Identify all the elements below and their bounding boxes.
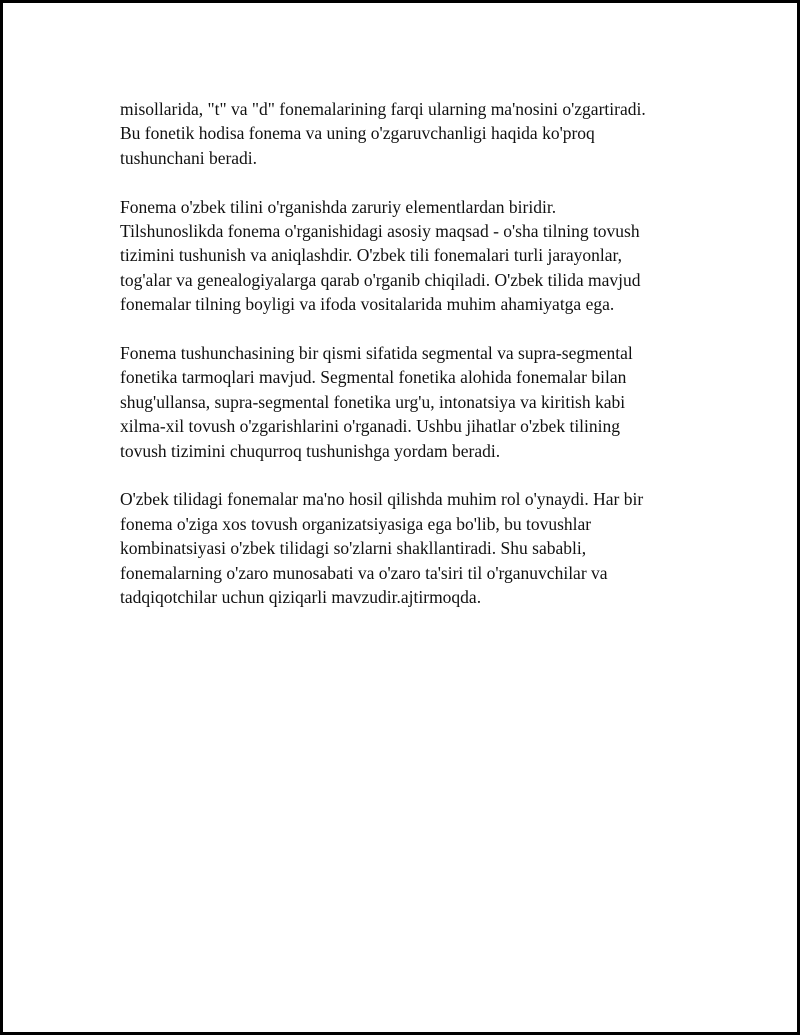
paragraph-line: misollarida, "t" va "d" fonemalarining farqi ularning ma'nosini o'zgartiradi. [120, 99, 646, 119]
paragraph-4 [120, 487, 700, 609]
paragraph-2 [120, 195, 700, 317]
paragraph-line: Fonema tushunchasining bir qismi sifatida segmental va supra-segmental [120, 343, 633, 364]
paragraph-line: fonema o'ziga xos tovush organizatsiyasiga ega bo'lib, bu tovushlar [120, 513, 592, 534]
paragraph-line: Bu fonetik hodisa fonema va uning o'zgaruvchanligi haqida ko'proq [120, 123, 595, 144]
paragraph-line: shug'ullansa, supra-segmental fonetika urg'u, intonatsiya va kiritish kabi [120, 391, 626, 412]
paragraph-1 [120, 97, 700, 170]
paragraph-line: tadqiqotchilar uchun qiziqarli mavzudir.ajtirmoqda. [120, 587, 482, 608]
paragraph-line: O'zbek tilidagi fonemalar ma'no hosil qilishda muhim rol o'ynaydi. Har bir [120, 489, 644, 510]
paragraph-line: tushunchani beradi. [120, 147, 258, 168]
paragraph-line: fonemalar tilning boyligi va ifoda vositalarida muhim ahamiyatga ega. [120, 294, 615, 315]
paragraph-line: fonemalarning o'zaro munosabati va o'zaro ta'siri til o'rganuvchilar va [120, 562, 608, 583]
paragraph-3 [120, 341, 700, 463]
paragraph-line: Fonema o'zbek tilini o'rganishda zaruriy elementlardan biridir. [120, 196, 557, 217]
paragraph-line: tizimini tushunish va aniqlashdir. O'zbek tili fonemalari turli jarayonlar, [120, 245, 623, 266]
paragraph-line: xilma-xil tovush o'zgarishlarini o'rganadi. Ushbu jihatlar o'zbek tilining [120, 416, 621, 437]
paragraph-line: kombinatsiyasi o'zbek tilidagi so'zlarni shakllantiradi. Shu sababli, [120, 538, 587, 559]
paragraph-line: tovush tizimini chuqurroq tushunishga yordam beradi. [120, 440, 501, 461]
paragraph-line: tog'alar va genealogiyalarga qarab o'rganib chiqiladi. O'zbek tilida mavjud [120, 269, 641, 290]
document-body [120, 97, 700, 634]
paragraph-line: fonetika tarmoqlari mavjud. Segmental fonetika alohida fonemalar bilan [120, 367, 627, 388]
paragraph-line: Tilshunoslikda fonema o'rganishidagi asosiy maqsad - o'sha tilning tovush [120, 221, 640, 242]
